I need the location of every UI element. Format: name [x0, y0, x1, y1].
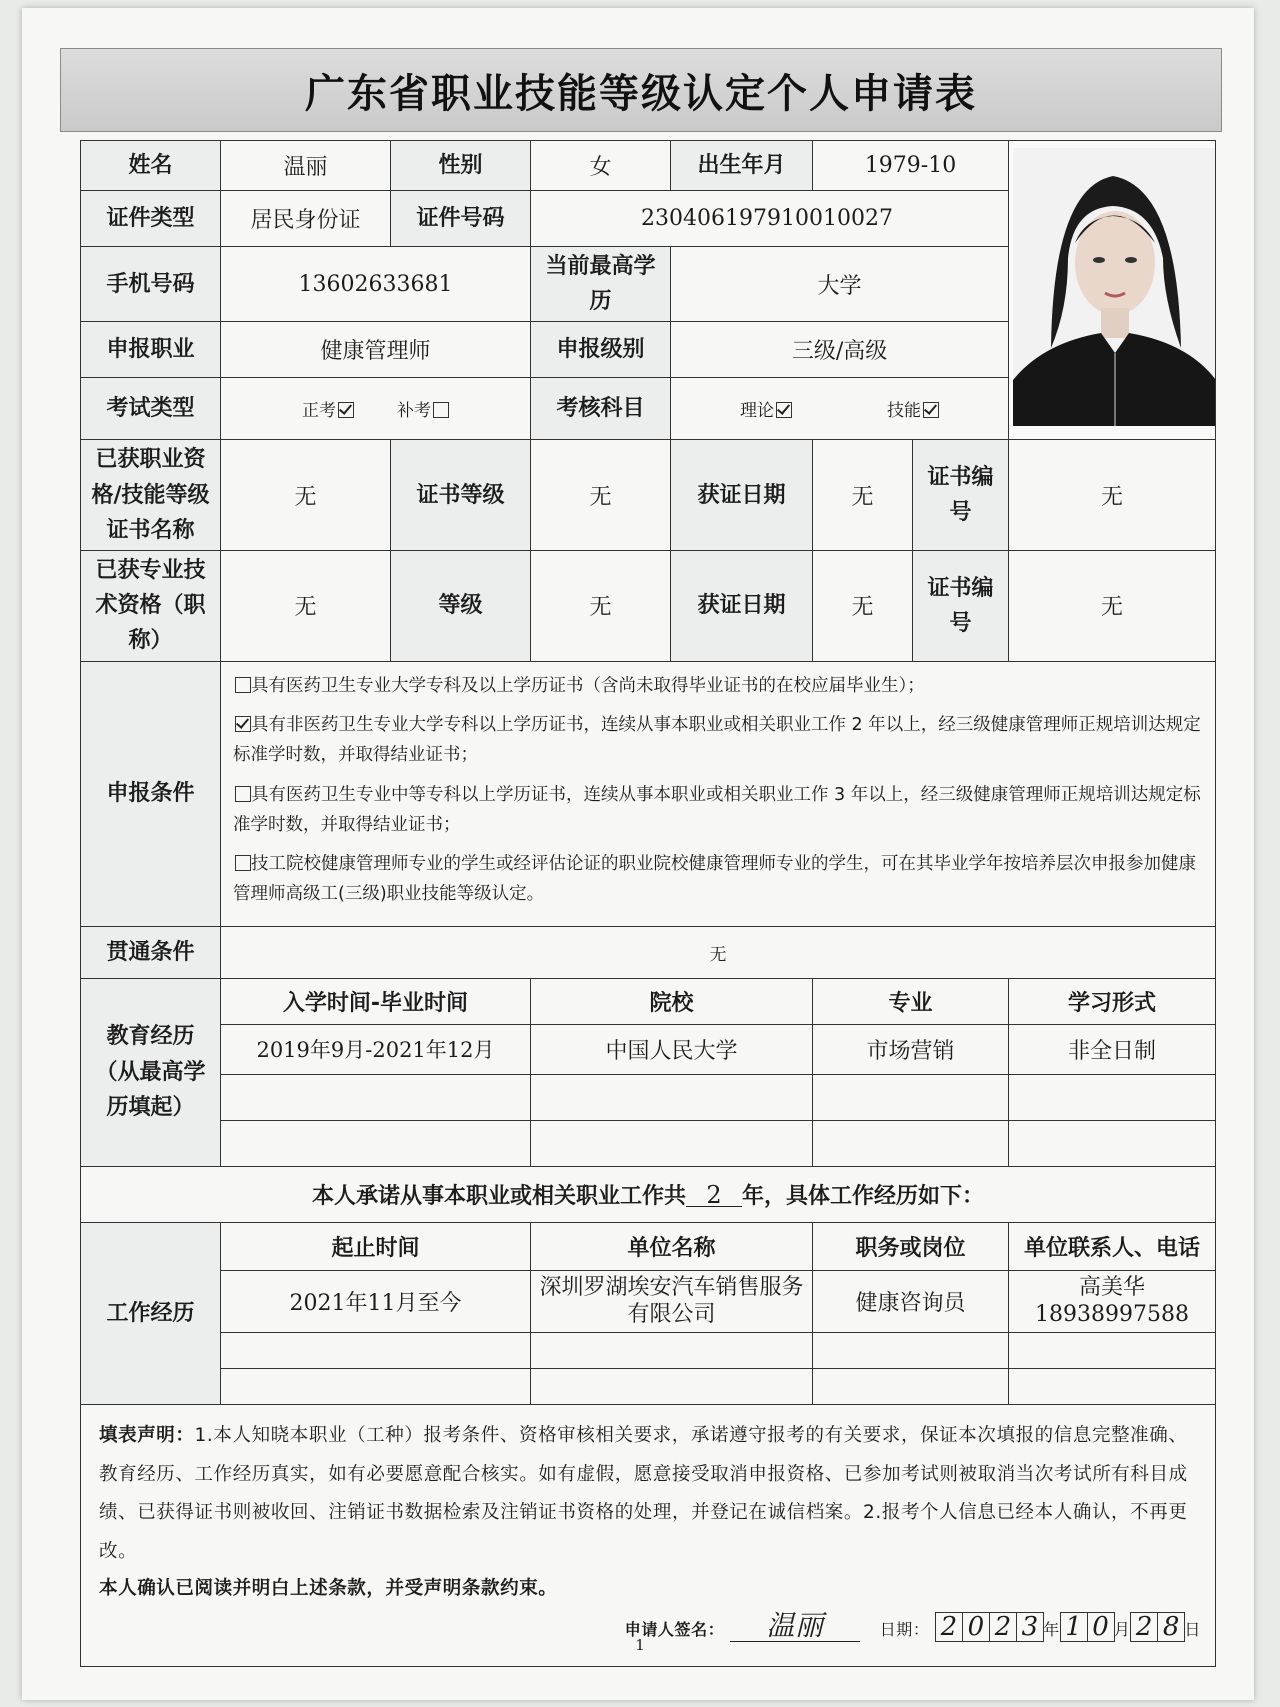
work-row — [81, 1270, 1216, 1332]
edu-header-mode: 学习形式 — [1009, 978, 1216, 1024]
value-through: 无 — [221, 926, 1216, 978]
makeup-exam-label: 补考 — [397, 400, 431, 421]
condition-4-checkbox[interactable] — [235, 855, 251, 871]
work-contact-phone: 18938997588 — [1035, 1302, 1190, 1328]
label-occupation: 申报职业 — [81, 322, 221, 378]
work-contact-name: 高美华 — [1079, 1274, 1146, 1300]
value-mobile: 13602633681 — [221, 247, 531, 322]
portrait-photo-icon — [1013, 148, 1216, 426]
row-work-header — [81, 1222, 1216, 1270]
edu-row-empty — [81, 1120, 1216, 1166]
condition-3-checkbox[interactable] — [235, 786, 251, 802]
label-title-level: 等级 — [391, 550, 531, 661]
regular-exam-checkbox[interactable] — [338, 402, 354, 418]
exam-type-options — [221, 378, 531, 440]
row-edu-header — [81, 978, 1216, 1024]
row-conditions — [81, 661, 1216, 926]
condition-item: 具有非医药卫生专业大学专科以上学历证书，连续从事本职业或相关职业工作 2 年以上，经三级健康管理师正规培训达规定标准学时数，并取得结业证书； — [233, 715, 1201, 765]
date-month-digit: 0 — [1087, 1612, 1115, 1642]
date-year-digit: 2 — [989, 1612, 1017, 1642]
condition-item: 具有医药卫生专业大学专科及以上学历证书（含尚未取得毕业证书的在校应届毕业生）； — [233, 672, 1203, 702]
row-through — [81, 926, 1216, 978]
label-education-history: 教育经历（从最高学历填起） — [81, 978, 221, 1166]
value-title-name: 无 — [221, 550, 391, 661]
label-level: 申报级别 — [531, 322, 671, 378]
date-month-digit: 1 — [1060, 1612, 1088, 1642]
date-day-digit: 8 — [1157, 1612, 1185, 1642]
edu-school: 中国人民大学 — [531, 1024, 813, 1074]
value-title-level: 无 — [531, 550, 671, 661]
label-conditions: 申报条件 — [81, 661, 221, 926]
label-id-no: 证件号码 — [391, 191, 531, 247]
date-year-digit: 2 — [935, 1612, 963, 1642]
label-cert-date: 获证日期 — [671, 440, 813, 551]
value-id-type: 居民身份证 — [221, 191, 391, 247]
edu-header-period: 入学时间-毕业时间 — [221, 978, 531, 1024]
row-promise — [81, 1166, 1216, 1222]
work-header-position: 职务或岗位 — [813, 1222, 1009, 1270]
declaration-confirm: 本人确认已阅读并明白上述条款，并受声明条款约束。 — [99, 1578, 558, 1600]
application-form-table — [80, 140, 1216, 1667]
work-header-period: 起止时间 — [221, 1222, 531, 1270]
edu-header-major: 专业 — [813, 978, 1009, 1024]
label-work-history: 工作经历 — [81, 1222, 221, 1404]
label-exam-type: 考试类型 — [81, 378, 221, 440]
applicant-signature: 温丽 — [730, 1611, 860, 1642]
label-gender: 性别 — [391, 141, 531, 191]
label-id-type: 证件类型 — [81, 191, 221, 247]
value-cert-no: 无 — [1009, 440, 1216, 551]
row-professional-title — [81, 550, 1216, 661]
label-education: 当前最高学历 — [531, 247, 671, 322]
condition-2-checkbox[interactable] — [235, 716, 251, 732]
value-cert-level: 无 — [531, 440, 671, 551]
value-occupation: 健康管理师 — [221, 322, 531, 378]
form-title: 广东省职业技能等级认定个人申请表 — [305, 70, 977, 117]
value-cert-name: 无 — [221, 440, 391, 551]
edu-header-school: 院校 — [531, 978, 813, 1024]
label-subjects: 考核科目 — [531, 378, 671, 440]
work-contact — [1009, 1270, 1216, 1332]
work-position: 健康咨询员 — [813, 1270, 1009, 1332]
label-cert-no: 证书编号 — [913, 440, 1009, 551]
edu-period: 2019年9月-2021年12月 — [221, 1024, 531, 1074]
label-title-no: 证书编号 — [913, 550, 1009, 661]
value-birth: 1979-10 — [813, 141, 1009, 191]
value-title-no: 无 — [1009, 550, 1216, 661]
label-through: 贯通条件 — [81, 926, 221, 978]
promise-years: 2 — [686, 1184, 742, 1207]
page-number: 1 — [635, 1636, 645, 1654]
regular-exam-label: 正考 — [302, 400, 336, 421]
work-period: 2021年11月至今 — [221, 1270, 531, 1332]
makeup-exam-checkbox[interactable] — [433, 402, 449, 418]
label-mobile: 手机号码 — [81, 247, 221, 322]
row-declaration — [81, 1404, 1216, 1666]
row-basic-1 — [81, 141, 1216, 191]
date-year-digit: 3 — [1016, 1612, 1044, 1642]
edu-row-empty — [81, 1074, 1216, 1120]
work-row-empty — [81, 1332, 1216, 1368]
edu-row — [81, 1024, 1216, 1074]
value-education: 大学 — [671, 247, 1009, 322]
work-row-empty — [81, 1368, 1216, 1404]
edu-major: 市场营销 — [813, 1024, 1009, 1074]
skill-checkbox[interactable] — [923, 402, 939, 418]
value-level: 三级/高级 — [671, 322, 1009, 378]
declaration-block — [81, 1404, 1216, 1666]
value-name: 温丽 — [221, 141, 391, 191]
applicant-photo — [1009, 141, 1216, 440]
row-certificate — [81, 440, 1216, 551]
declaration-text: 填表声明：1.本人知晓本职业（工种）报考条件、资格审核相关要求，承诺遵守报考的有关要求，保证本次填报的信息完整准确、教育经历、工作经历真实，如有必要愿意配合核实。如有虚假，愿意接受取消申报资格、已参加考试则被取消当次考试所有科目成绩、已获得证书则被收回、注销证书数据检索及注销证书资格的处理，并登记在诚信档案。2.报考个人信息已经本人确认，不再更改。 — [99, 1424, 1188, 1563]
date-year-digit: 0 — [962, 1612, 990, 1642]
value-title-date: 无 — [813, 550, 913, 661]
condition-item: 技工院校健康管理师专业的学生或经评估论证的职业院校健康管理师专业的学生，可在其毕业学年按培养层次申报参加健康管理师高级工(三级)职业技能等级认定。 — [233, 854, 1196, 904]
work-header-contact: 单位联系人、电话 — [1009, 1222, 1216, 1270]
edu-mode: 非全日制 — [1009, 1024, 1216, 1074]
label-title: 已获专业技术资格（职称） — [81, 550, 221, 661]
subject-options — [671, 378, 1009, 440]
condition-1-checkbox[interactable] — [235, 677, 251, 693]
form-title-bar — [60, 48, 1222, 132]
label-cert-level: 证书等级 — [391, 440, 531, 551]
skill-label: 技能 — [887, 400, 922, 421]
work-header-company: 单位名称 — [531, 1222, 813, 1270]
date-day-digit: 2 — [1130, 1612, 1158, 1642]
label-cert-name: 已获职业资格/技能等级证书名称 — [81, 440, 221, 551]
condition-item: 具有医药卫生专业中等专科以上学历证书，连续从事本职业或相关职业工作 3 年以上，经三级健康管理师正规培训达规定标准学时数，并取得结业证书； — [233, 784, 1201, 835]
theory-label: 理论 — [740, 400, 775, 421]
label-title-date: 获证日期 — [671, 550, 813, 661]
value-id-no: 230406197910010027 — [531, 191, 1009, 247]
label-name: 姓名 — [81, 141, 221, 191]
work-company: 深圳罗湖埃安汽车销售服务有限公司 — [531, 1270, 813, 1332]
value-gender: 女 — [531, 141, 671, 191]
value-cert-date: 无 — [813, 440, 913, 551]
label-birth: 出生年月 — [671, 141, 813, 191]
conditions-list — [221, 661, 1216, 926]
theory-checkbox[interactable] — [776, 402, 792, 418]
signature-line: 申请人签名： 温丽 日期： 2 0 2 3 年 1 0 月 2 8 日 — [624, 1609, 1202, 1643]
work-years-promise: 本人承诺从事本职业或相关职业工作共 2 年，具体工作经历如下： — [81, 1166, 1216, 1222]
